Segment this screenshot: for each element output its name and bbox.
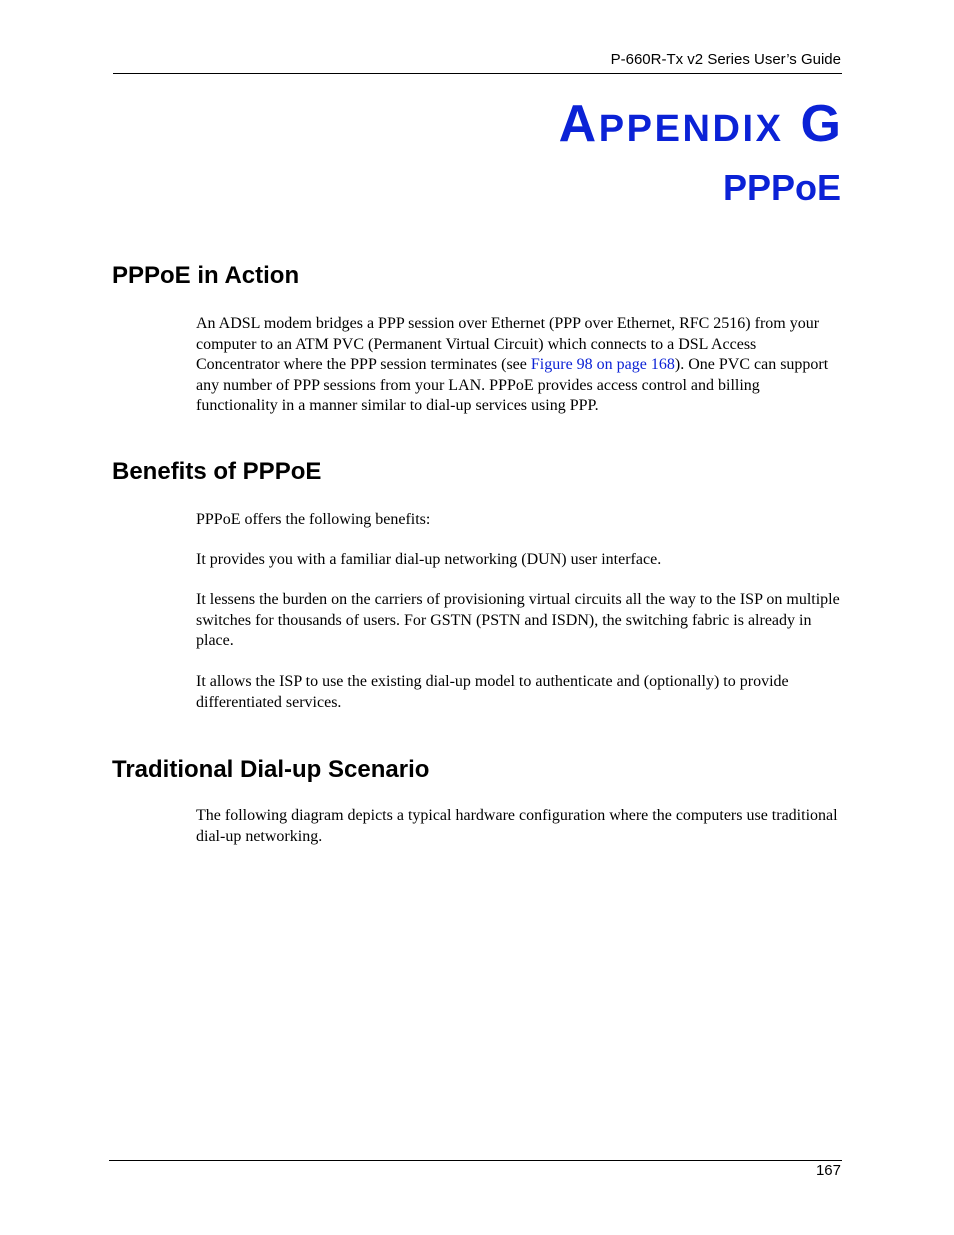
paragraph-traditional-dialup: The following diagram depicts a typical hardware configuration where the computers use traditional dial-up networking. [196, 807, 838, 845]
header-rule [113, 73, 842, 74]
page-number: 167 [815, 1162, 841, 1179]
paragraph-pppoe-in-action: An ADSL modem bridges a PPP session over Ethernet (PPP over Ethernet, RFC 2516) from your computer to an ATM PVC (Permanent Virtual Circuit) which connects to a DSL Access Concentrator where the PPP session terminates (see Figure 98 on page 168). One PVC can support any number of PPP sessions from your LAN. PPPoE provides access control and billing functionality in a manner similar to dial-up services using PPP. [196, 315, 829, 414]
paragraph-benefits-intro: PPPoE offers the following benefits: [196, 511, 431, 528]
running-header: P-660R-Tx v2 Series User’s Guide [610, 51, 841, 68]
appendix-word: PPENDIX [598, 108, 784, 150]
appendix-title [558, 95, 844, 153]
heading-benefits-of-pppoe: Benefits of PPPoE [112, 458, 322, 485]
paragraph-benefit-dun: It provides you with a familiar dial-up networking (DUN) user interface. [196, 551, 662, 568]
footer-rule [109, 1160, 842, 1161]
chapter-title: PPPoE [722, 167, 841, 208]
heading-traditional-dialup: Traditional Dial-up Scenario [112, 756, 430, 783]
paragraph-benefit-carriers: It lessens the burden on the carriers of provisioning virtual circuits all the way to the ISP on multiple switches for thousands of users. For GSTN (PSTN and ISDN), the switching fabric is already in place. [196, 591, 840, 649]
paragraph-benefit-isp: It allows the ISP to use the existing dial-up model to authenticate and (optionally) to provide differentiated services. [196, 673, 789, 711]
appendix-letter: G [800, 95, 844, 153]
appendix-initial: A [558, 95, 599, 153]
heading-pppoe-in-action: PPPoE in Action [112, 262, 300, 289]
figure-link[interactable]: Figure 98 on page 168 [530, 356, 675, 373]
